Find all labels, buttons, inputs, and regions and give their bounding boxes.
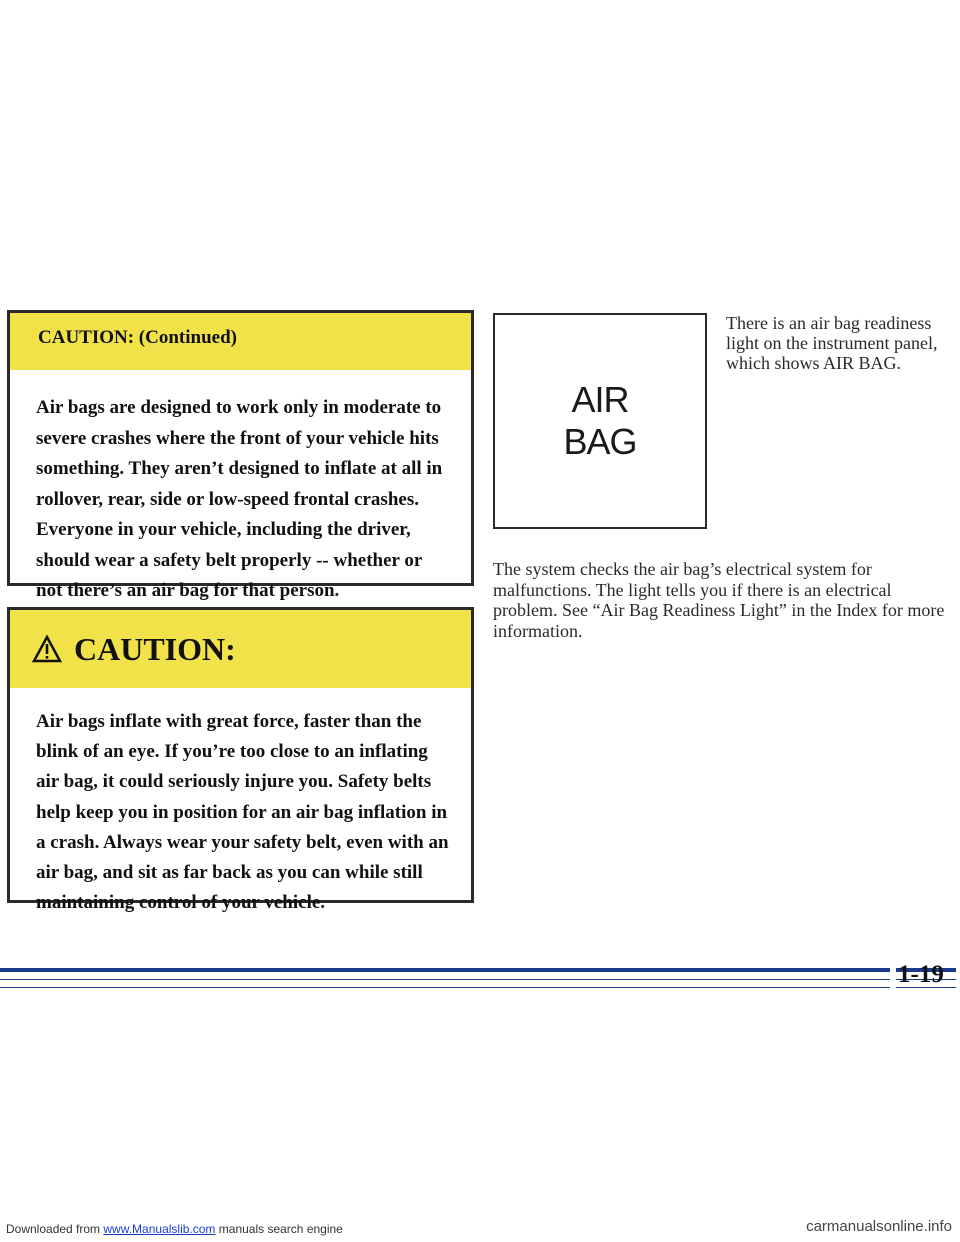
system-check-paragraph: The system checks the air bag’s electrical system for malfunctions. The light tells you if there is an electrical problem. See “Air Bag Readiness Light” in the Index for more information. xyxy=(493,559,945,641)
footer-suffix: manuals search engine xyxy=(215,1222,343,1236)
airbag-symbol-line1: AIR xyxy=(571,379,629,420)
caution-box-continued xyxy=(7,310,474,601)
page-rule-thin xyxy=(0,979,956,980)
page-rule-thin xyxy=(0,987,956,988)
rule-gap xyxy=(890,963,896,990)
footer-prefix: Downloaded from xyxy=(6,1222,104,1236)
airbag-symbol-line2: BAG xyxy=(563,421,637,462)
caution-body: Air bags inflate with great force, faster than the blink of an eye. If you’re too close to an inflating air bag, it could seriously injure you. Safety belts help keep you in position for an air bag inflation in a crash. Always wear your safety belt, even with an air bag, and sit as far back as you can while still maintaining control of your vehicle. xyxy=(36,711,449,914)
caution-header xyxy=(10,610,471,688)
caution-label: CAUTION: xyxy=(74,630,236,667)
watermark: carmanualsonline.info xyxy=(806,1218,952,1235)
airbag-readiness-symbol xyxy=(493,313,707,529)
download-footer xyxy=(6,1222,343,1236)
caution-box xyxy=(7,607,474,914)
manualslib-link[interactable]: www.Manualslib.com xyxy=(103,1222,216,1236)
readiness-light-paragraph: There is an air bag readiness light on the instrument panel, which shows AIR BAG. xyxy=(726,313,938,373)
caution-body: Air bags are designed to work only in moderate to severe crashes where the front of your vehicle hits something. They aren’t designed to inflate at all in rollover, rear, side or low-speed frontal crashes. Everyone in your vehicle, including the driver, should wear a safety belt properly -- whether or not there’s an air bag for that person. xyxy=(36,397,443,601)
page-rule xyxy=(0,968,956,972)
warning-triangle-icon xyxy=(32,635,62,663)
caution-header: CAUTION: (Continued) xyxy=(10,313,471,370)
page-number: 1-19 xyxy=(898,961,944,988)
